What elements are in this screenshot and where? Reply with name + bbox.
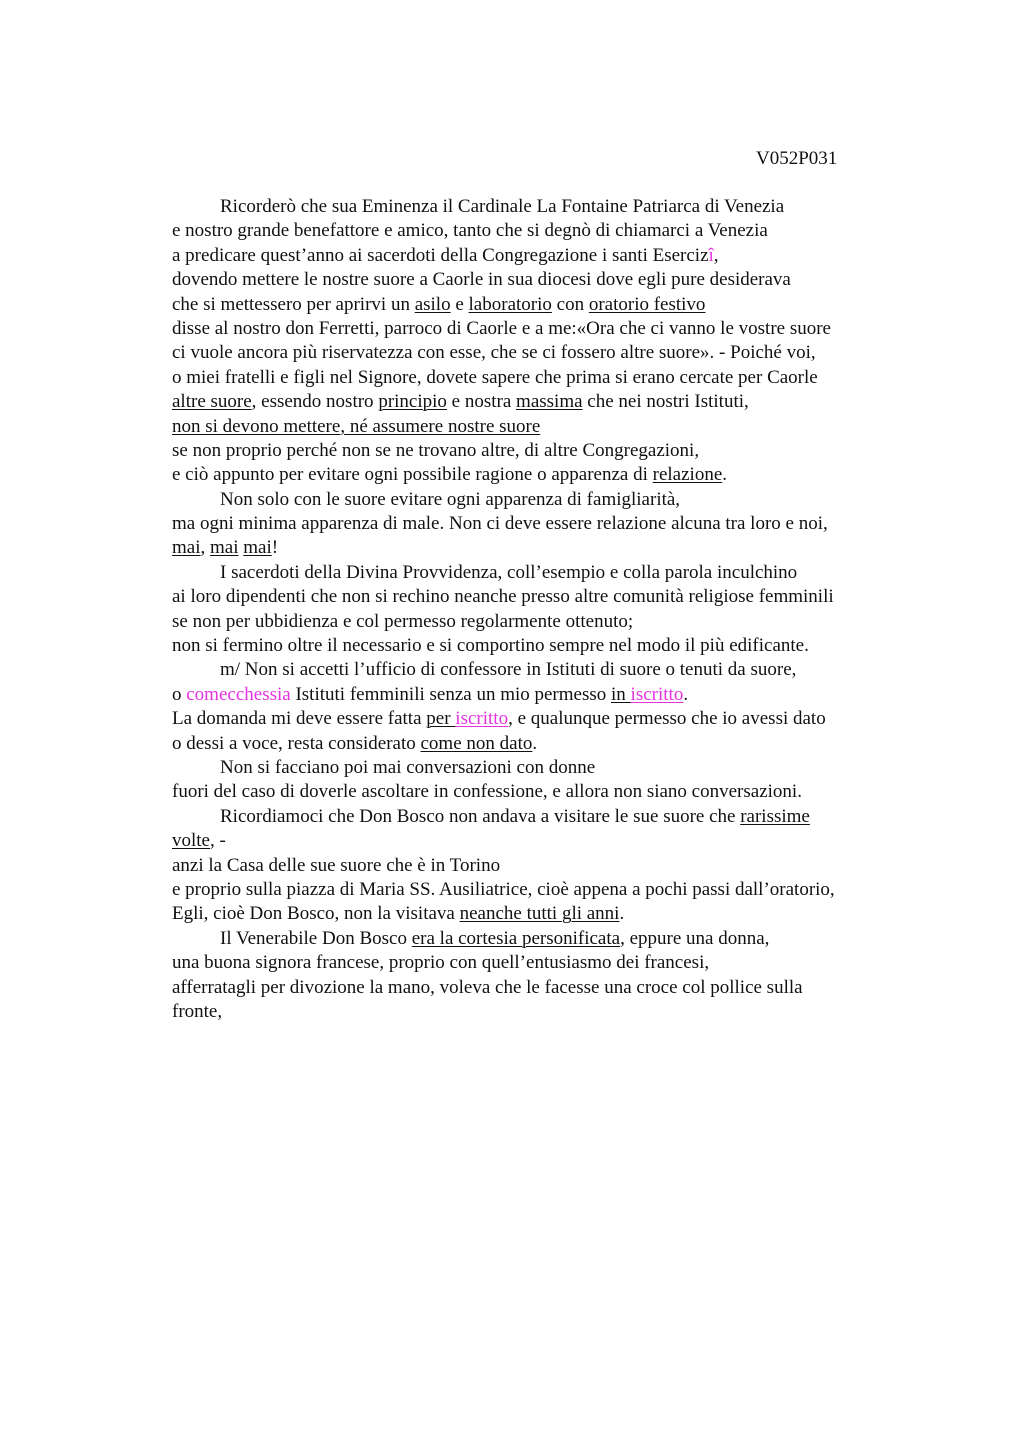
text-segment: o miei fratelli e figli nel Signore, dovete sapere che prima si erano cercate per Caorle: [172, 366, 818, 388]
text-line: [172, 878, 912, 902]
text-segment: e ciò appunto per evitare ogni possibile ragione o apparenza di: [172, 464, 653, 486]
text-segment: Egli, cioè Don Bosco, non la visitava: [172, 903, 460, 925]
underlined-text: altre suore: [172, 391, 252, 413]
underlined-text: oratorio festivo: [588, 293, 706, 315]
text-segment: che nei nostri Istituti,: [582, 391, 749, 413]
text-line: [172, 512, 912, 536]
text-line: [172, 195, 912, 219]
text-segment: , e qualunque permesso che io avessi dato: [508, 708, 826, 730]
underlined-text: iscritto: [455, 708, 509, 730]
text-segment: , essendo nostro: [251, 391, 379, 413]
underlined-text: laboratorio: [468, 293, 552, 315]
underlined-text: era la cortesia personificata: [411, 927, 621, 949]
underlined-text: principio: [378, 391, 447, 413]
text-line: [172, 756, 912, 780]
text-segment: Ricordiamoci che Don Bosco non andava a visitare le sue suore che: [220, 805, 741, 827]
text-line: [172, 561, 912, 585]
text-line: [172, 585, 912, 609]
text-line: [172, 366, 912, 390]
text-line: [172, 219, 912, 243]
text-line: [172, 634, 912, 658]
text-segment: dovendo mettere le nostre suore a Caorle in sua diocesi dove egli pure desiderava: [172, 269, 791, 291]
text-line: [172, 829, 912, 853]
underlined-text: neanche tutti gli anni: [459, 903, 620, 925]
text-segment: Istituti femminili senza un mio permesso: [290, 683, 612, 705]
underlined-text: come non dato: [420, 732, 533, 754]
text-segment: ,: [713, 244, 719, 266]
highlighted-text: î: [708, 244, 714, 266]
text-line: [172, 488, 912, 512]
text-segment: ma ogni minima apparenza di male. Non ci deve essere relazione alcuna tra loro e noi,: [172, 513, 828, 535]
text-segment: Il Venerabile Don Bosco: [220, 927, 412, 949]
text-line: [172, 707, 912, 731]
text-segment: che si mettessero per aprirvi un: [172, 293, 415, 315]
text-segment: o dessi a voce, resta considerato: [172, 732, 421, 754]
underlined-text: in: [611, 683, 631, 705]
text-segment: La domanda mi deve essere fatta: [172, 708, 427, 730]
text-line: [172, 658, 912, 682]
highlighted-text: comecchessia: [186, 683, 291, 705]
underlined-text: mai: [243, 537, 272, 559]
text-segment: ,: [200, 537, 210, 559]
text-segment: disse al nostro don Ferretti, parroco di Caorle e a me:«Ora che ci vanno le vostre suore: [172, 317, 831, 339]
text-line: [172, 268, 912, 292]
text-segment: e nostro grande benefattore e amico, tanto che si degnò di chiamarci a Venezia: [172, 220, 768, 242]
text-segment: , eppure una donna,: [620, 927, 770, 949]
text-line: [172, 317, 912, 341]
underlined-text: rarissime: [740, 805, 810, 827]
text-line: [172, 463, 912, 487]
text-segment: non si fermino oltre il necessario e si comportino sempre nel modo il più edificante.: [172, 635, 809, 657]
underlined-text: mai: [210, 537, 239, 559]
underlined-text: asilo: [414, 293, 451, 315]
text-segment: se non proprio perché non se ne trovano altre, di altre Congregazioni,: [172, 439, 700, 461]
text-segment: ci vuole ancora più riservatezza con esse, che se ci fossero altre suore». - Poiché voi,: [172, 342, 816, 364]
text-segment: .: [619, 903, 625, 925]
text-line: [172, 683, 912, 707]
text-segment: o: [172, 683, 187, 705]
text-segment: a predicare quest’anno ai sacerdoti della Congregazione i santi Eserciz: [172, 244, 709, 266]
text-segment: Non solo con le suore evitare ogni apparenza di famigliarità,: [220, 488, 681, 510]
underlined-text: relazione: [652, 464, 723, 486]
underlined-text: massima: [516, 391, 583, 413]
underlined-text: mai: [172, 537, 201, 559]
text-segment: m/ Non si accetti l’ufficio di confessore in Istituti di suore o tenuti da suore,: [220, 659, 797, 681]
text-line: [172, 732, 912, 756]
text-segment: e nostra: [446, 391, 517, 413]
text-segment: I sacerdoti della Divina Provvidenza, coll’esempio e colla parola inculchino: [220, 561, 798, 583]
text-segment: con: [551, 293, 589, 315]
text-line: [172, 854, 912, 878]
text-line: [172, 244, 912, 268]
text-line: [172, 805, 912, 829]
text-segment: ai loro dipendenti che non si rechino neanche presso altre comunità religiose femminili: [172, 586, 834, 608]
text-segment: fronte,: [172, 1000, 223, 1022]
text-line: [172, 341, 912, 365]
text-segment: .: [683, 683, 689, 705]
text-line: [172, 293, 912, 317]
text-segment: se non per ubbidienza e col permesso regolarmente ottenuto;: [172, 610, 634, 632]
text-line: [172, 902, 912, 926]
text-segment: .: [532, 732, 538, 754]
underlined-text: volte: [172, 830, 210, 852]
body-text: [172, 195, 912, 1024]
text-segment: e: [450, 293, 469, 315]
underlined-text: per: [426, 708, 456, 730]
text-segment: anzi la Casa delle sue suore che è in Torino: [172, 854, 501, 876]
text-line: [172, 439, 912, 463]
underlined-text: non si devono mettere, né assumere nostre suore: [172, 415, 541, 437]
text-segment: Ricorderò che sua Eminenza il Cardinale La Fontaine Patriarca di Venezia: [220, 196, 785, 217]
text-segment: fuori del caso di doverle ascoltare in confessione, e allora non siano conversazioni.: [172, 781, 802, 803]
text-segment: !: [271, 537, 279, 559]
text-line: [172, 415, 912, 439]
text-line: [172, 951, 912, 975]
text-line: [172, 976, 912, 1000]
text-line: [172, 390, 912, 414]
text-line: [172, 780, 912, 804]
text-line: [172, 1000, 912, 1024]
text-line: [172, 927, 912, 951]
text-segment: afferratagli per divozione la mano, voleva che le facesse una croce col pollice sulla: [172, 976, 803, 998]
page-identifier: V052P031: [756, 148, 838, 169]
text-segment: e proprio sulla piazza di Maria SS. Ausiliatrice, cioè appena a pochi passi dall’oratorio,: [172, 878, 835, 900]
text-segment: , -: [210, 830, 226, 852]
underlined-text: iscritto: [630, 683, 684, 705]
text-segment: una buona signora francese, proprio con quell’entusiasmo dei francesi,: [172, 952, 710, 974]
text-segment: .: [722, 464, 728, 486]
text-line: [172, 536, 912, 560]
text-line: [172, 610, 912, 634]
text-segment: Non si facciano poi mai conversazioni con donne: [220, 756, 596, 778]
